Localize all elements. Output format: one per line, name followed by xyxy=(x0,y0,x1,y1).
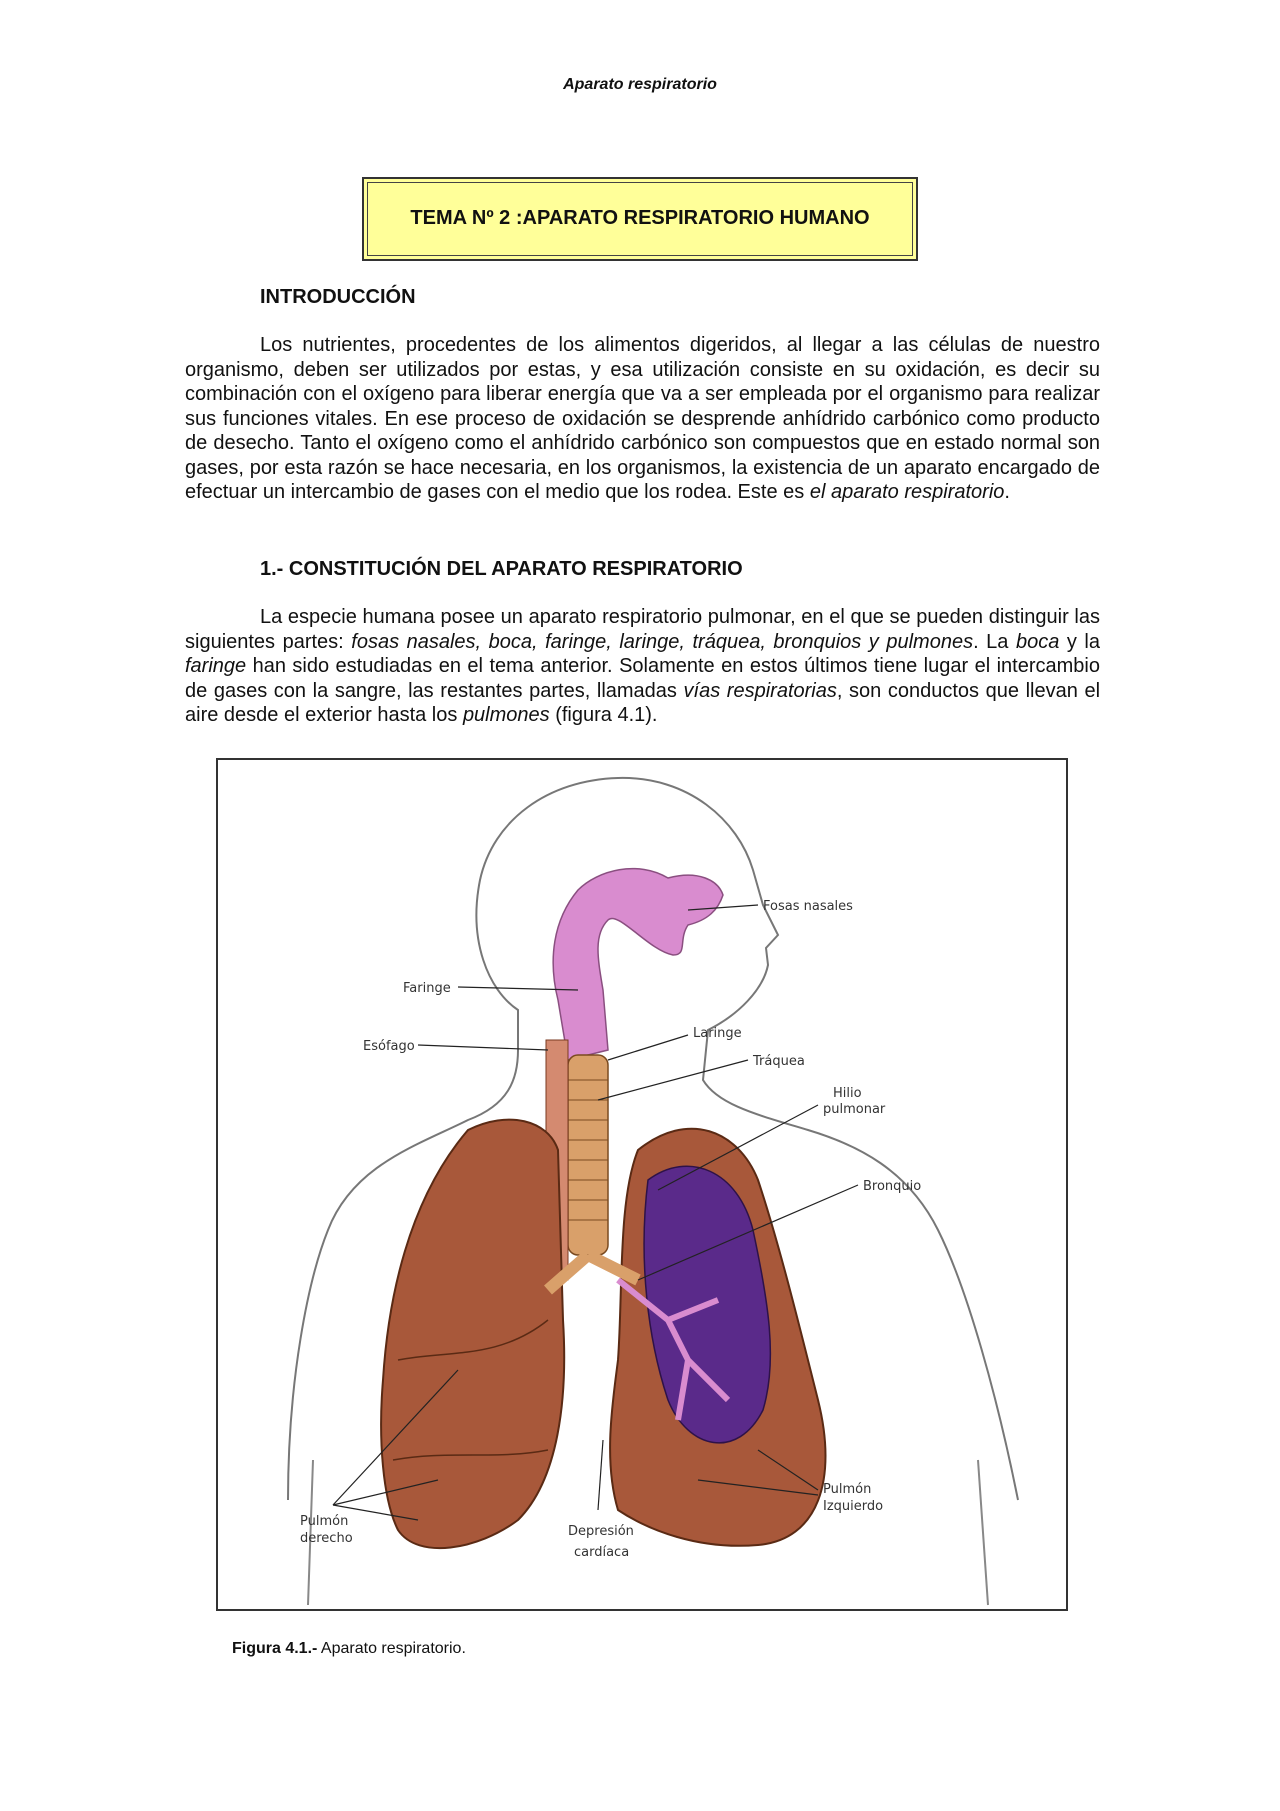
right-lung xyxy=(381,1120,564,1549)
intro-italic: el aparato respiratorio xyxy=(809,481,1005,503)
s1-text-1: La especie humana posee un aparato respiratorio pulmonar, en el que se pueden distinguir las siguientes partes: xyxy=(185,606,1100,653)
s1-italic-parts: fosas nasales, boca, faringe, laringe, tráquea, bronquios y pulmones xyxy=(351,630,974,653)
intro-heading: INTRODUCCIÓN xyxy=(260,286,416,308)
label-pulmon-der-2: derecho xyxy=(300,1531,353,1546)
s1-italic-vias: vías respiratorias xyxy=(683,679,837,702)
running-header: Aparato respiratorio xyxy=(563,76,717,93)
label-traquea: Tráquea xyxy=(753,1054,805,1069)
label-depresion-2: cardíaca xyxy=(574,1545,630,1560)
s1-text-6: (figura 4.1). xyxy=(549,704,658,726)
label-pulmon-izq-2: Izquierdo xyxy=(823,1499,884,1514)
s1-italic-boca: boca xyxy=(1015,630,1060,653)
s1-text-3: y la xyxy=(1059,630,1100,653)
label-laringe: Laringe xyxy=(693,1026,742,1041)
figure-respiratory-system xyxy=(216,758,1068,1611)
label-pulmon-der-1: Pulmón xyxy=(300,1514,349,1529)
figure-caption xyxy=(232,1640,466,1658)
label-hilio-2: pulmonar xyxy=(823,1102,886,1117)
s1-italic-pulmones: pulmones xyxy=(462,704,550,726)
caption-label: Figura 4.1.- xyxy=(232,1640,318,1657)
s1-italic-faringe: faringe xyxy=(185,655,247,677)
chapter-title: TEMA Nº 2 :APARATO RESPIRATORIO HUMANO xyxy=(410,207,870,229)
section1-paragraph xyxy=(185,605,1100,728)
label-hilio-1: Hilio xyxy=(833,1086,862,1101)
section1-heading: 1.- CONSTITUCIÓN DEL APARATO RESPIRATORIO xyxy=(260,558,743,580)
s1-text-4: han sido estudiadas en el tema anterior. Solamente en estos últimos tiene lugar el intercambio de gases con la sangre, las restantes partes, llamadas xyxy=(185,655,1100,702)
label-depresion-1: Depresión xyxy=(568,1524,634,1539)
trachea-shape xyxy=(568,1055,608,1255)
intro-text: Los nutrientes, procedentes de los alimentos digeridos, al llegar a las células de nuestro organismo, deben ser utilizados por estas, y esa utilización consiste en su oxidación, es decir su combinación con el oxígeno para liberar energía que va a ser empleada por el organismo para realizar sus funciones vitales. En ese proceso de oxidación se desprende anhídrido carbónico como producto de desecho. Tanto el oxígeno como el anhídrido carbónico son compuestos que en estado normal son gases, por esta razón se hace necesaria, en los organismos, la existencia de un aparato encargado de efectuar un intercambio de gases con el medio que los rodea. Este es xyxy=(185,334,1100,503)
label-fosas-nasales: Fosas nasales xyxy=(763,899,853,914)
label-faringe: Faringe xyxy=(403,981,451,996)
intro-paragraph xyxy=(185,333,1100,505)
intro-text-end: . xyxy=(1004,481,1010,503)
label-pulmon-izq-1: Pulmón xyxy=(823,1482,872,1497)
respiratory-diagram xyxy=(218,760,1066,1609)
label-esofago: Esófago xyxy=(363,1039,415,1054)
s1-text-5: , son conductos que llevan el aire desde el exterior hasta los xyxy=(185,679,1101,726)
label-bronquio: Bronquio xyxy=(863,1179,922,1194)
caption-text: Aparato respiratorio. xyxy=(317,1640,466,1657)
s1-text-2: . La xyxy=(973,630,1016,653)
chapter-title-box xyxy=(362,177,918,261)
